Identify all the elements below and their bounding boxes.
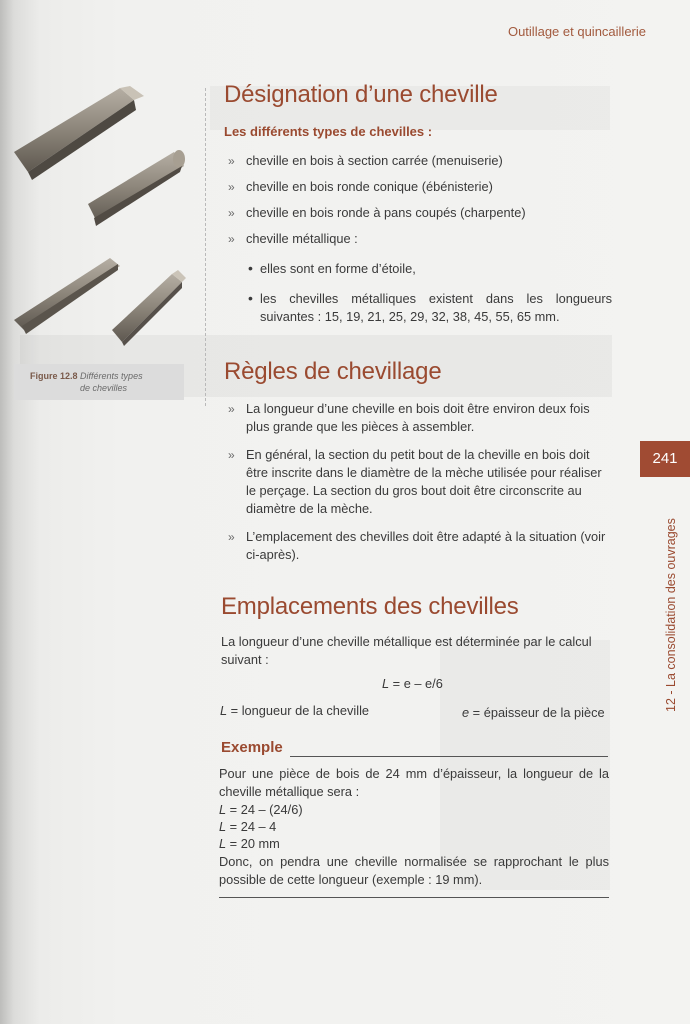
- formula-symbol: L: [382, 676, 390, 691]
- list-item: [248, 290, 612, 326]
- octagonal-dowel: [14, 258, 120, 334]
- figure-number: Figure 12.8: [30, 371, 78, 381]
- exemple-top-rule: [290, 756, 608, 757]
- list-item-text: cheville en bois ronde conique (ébénisterie): [246, 179, 493, 194]
- step-text: = 20 mm: [226, 836, 280, 851]
- bullet-icon: »: [228, 402, 235, 416]
- e-definition: [462, 705, 605, 720]
- l-definition: [220, 703, 369, 718]
- exemple-step: [219, 818, 276, 836]
- dowels-illustration: [8, 80, 198, 360]
- bullet-icon: »: [228, 448, 235, 462]
- section-subtitle: Les différents types de chevilles :: [224, 124, 433, 139]
- section-title-emplacements: Emplacements des chevilles: [221, 593, 519, 620]
- formula: [382, 676, 443, 691]
- exemple-intro: Pour une pièce de bois de 24 mm d’épaisseur, la longueur de la cheville métallique sera :: [219, 766, 609, 799]
- l-definition-text: = longueur de la cheville: [227, 703, 370, 718]
- list-item-text: En général, la section du petit bout de la cheville en bois doit être inscrite dans le diamètre de la mèche utilisée pour réaliser le perçage. La section du gros bout doit être circonscrite au diamètre de la mèche.: [246, 447, 602, 516]
- chevilles-types-list: [228, 152, 618, 256]
- list-item-text: cheville en bois ronde à pans coupés (charpente): [246, 205, 526, 220]
- bullet-icon: »: [228, 232, 235, 246]
- bullet-icon: »: [228, 206, 235, 220]
- page-number-tab: 241: [640, 441, 690, 477]
- bullet-icon: »: [228, 180, 235, 194]
- bullet-icon: »: [228, 154, 235, 168]
- list-item: [248, 260, 612, 278]
- list-item-text: elles sont en forme d’étoile,: [260, 261, 416, 276]
- figure-caption-line-1: Différents types: [80, 371, 143, 381]
- bullet-icon: »: [228, 530, 235, 544]
- list-item-text: L’emplacement des chevilles doit être adapté à la situation (voir ci-après).: [246, 529, 606, 562]
- e-symbol: e: [462, 705, 470, 720]
- list-item: [228, 528, 612, 564]
- exemple-title: Exemple: [221, 739, 283, 756]
- list-item: [228, 230, 618, 248]
- figure-caption-line-2: de chevilles: [80, 383, 128, 393]
- emplacements-intro: La longueur d’une cheville métallique est déterminée par le calcul suivant :: [221, 634, 592, 667]
- list-item-text: La longueur d’une cheville en bois doit être environ deux fois plus grande que les pièces à assembler.: [246, 401, 590, 434]
- e-definition-text: = épaisseur de la pièce: [469, 705, 605, 720]
- formula-expression: = e – e/6: [389, 676, 443, 691]
- square-dowel: [14, 86, 144, 180]
- section-title-designation: Désignation d’une cheville: [224, 81, 498, 108]
- dot-icon: •: [248, 290, 253, 306]
- list-item: [228, 400, 612, 436]
- list-item: [228, 446, 612, 518]
- exemple-conclusion: Donc, on pendra une cheville normalisée se rapprochant le plus possible de cette longueur (exemple : 19 mm).: [219, 854, 609, 887]
- conical-dowel: [88, 150, 185, 226]
- step-symbol: L: [219, 836, 227, 851]
- list-item-text: cheville en bois à section carrée (menuiserie): [246, 153, 503, 168]
- figure-dowels: [8, 80, 198, 360]
- step-text: = 24 – (24/6): [226, 802, 303, 817]
- list-item: [228, 204, 618, 222]
- regles-list: [228, 400, 612, 572]
- section-title-regles: Règles de chevillage: [224, 358, 442, 385]
- list-item: [228, 178, 618, 196]
- dashed-divider: [205, 88, 206, 406]
- list-item-text: les chevilles métalliques existent dans les longueurs suivantes : 15, 19, 21, 25, 29, 32, 38, 45, 55, 65 mm.: [260, 291, 612, 324]
- list-item: [228, 152, 618, 170]
- chapter-title-vertical: 12 - La consolidation des ouvrages: [664, 518, 678, 712]
- exemple-step: [219, 801, 303, 819]
- list-item-text: cheville métallique :: [246, 231, 358, 246]
- l-symbol: L: [220, 703, 228, 718]
- exemple-bottom-rule: [219, 897, 609, 898]
- step-symbol: L: [219, 802, 227, 817]
- dot-icon: •: [248, 260, 253, 276]
- metal-dowel-sublist: [248, 260, 612, 334]
- running-head: Outillage et quincaillerie: [507, 24, 646, 39]
- step-text: = 24 – 4: [226, 819, 277, 834]
- metal-dowel: [112, 270, 186, 346]
- step-symbol: L: [219, 819, 227, 834]
- exemple-step: [219, 835, 280, 853]
- figure-caption: [14, 364, 184, 400]
